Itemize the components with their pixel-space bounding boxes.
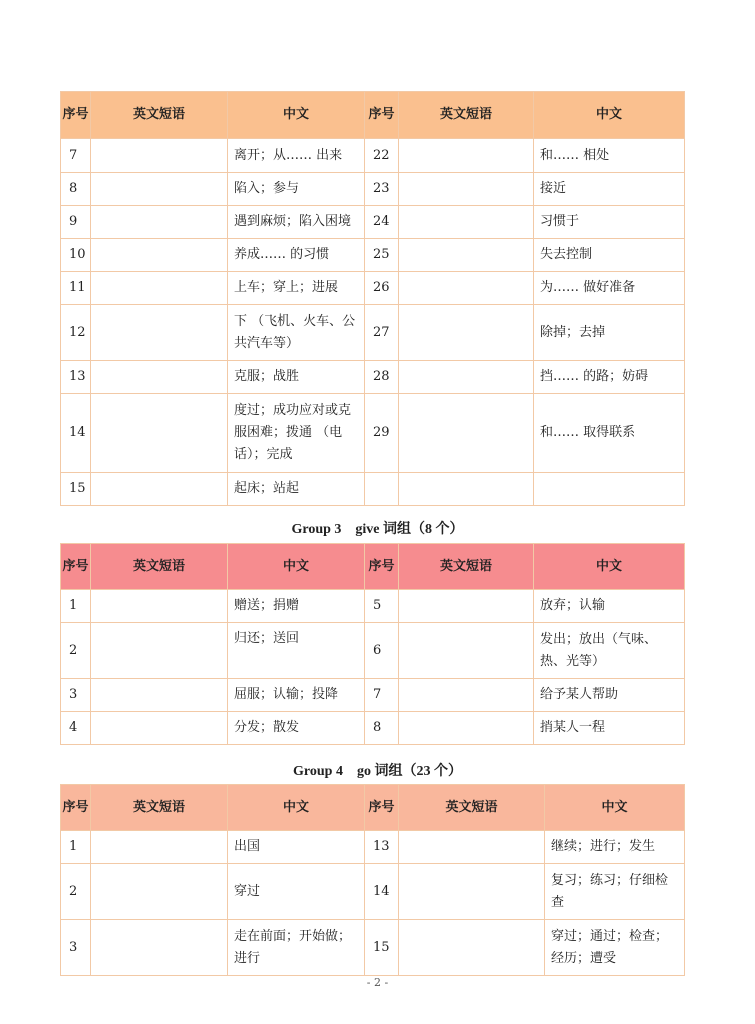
phrase-table-group4 bbox=[60, 784, 685, 976]
header-english: 英文短语 bbox=[399, 544, 534, 590]
header-num: 序号 bbox=[61, 92, 91, 139]
row-number: 23 bbox=[365, 173, 399, 206]
chinese-cell: 挡…… 的路；妨碍 bbox=[534, 361, 685, 394]
table-row bbox=[61, 590, 685, 623]
table-row bbox=[61, 920, 685, 976]
header-num: 序号 bbox=[61, 785, 91, 831]
chinese-cell: 屈服；认输；投降 bbox=[228, 679, 365, 712]
english-cell bbox=[399, 831, 545, 864]
english-cell bbox=[91, 206, 228, 239]
header-num: 序号 bbox=[365, 785, 399, 831]
chinese-cell: 走在前面；开始做；进行 bbox=[228, 920, 365, 976]
english-cell bbox=[91, 173, 228, 206]
row-number: 27 bbox=[365, 305, 399, 361]
chinese-cell: 穿过 bbox=[228, 864, 365, 920]
chinese-cell: 下 （飞机、火车、公共汽车等） bbox=[228, 305, 365, 361]
english-cell bbox=[399, 139, 534, 173]
english-cell bbox=[91, 712, 228, 745]
chinese-cell: 赠送；捐赠 bbox=[228, 590, 365, 623]
english-cell bbox=[91, 864, 228, 920]
row-number: 9 bbox=[61, 206, 91, 239]
chinese-cell: 养成…… 的习惯 bbox=[228, 239, 365, 272]
english-cell bbox=[91, 679, 228, 712]
row-number: 8 bbox=[61, 173, 91, 206]
english-cell bbox=[399, 679, 534, 712]
row-number: 15 bbox=[61, 473, 91, 506]
row-number: 5 bbox=[365, 590, 399, 623]
chinese-cell: 接近 bbox=[534, 173, 685, 206]
row-number: 12 bbox=[61, 305, 91, 361]
english-cell bbox=[399, 361, 534, 394]
header-chinese: 中文 bbox=[228, 544, 365, 590]
english-cell bbox=[91, 394, 228, 473]
chinese-cell: 为…… 做好准备 bbox=[534, 272, 685, 305]
row-number: 2 bbox=[61, 864, 91, 920]
chinese-cell: 习惯于 bbox=[534, 206, 685, 239]
row-number: 22 bbox=[365, 139, 399, 173]
row-number: 24 bbox=[365, 206, 399, 239]
chinese-cell: 复习；练习；仔细检查 bbox=[545, 864, 685, 920]
table-row bbox=[61, 305, 685, 361]
header-chinese: 中文 bbox=[534, 92, 685, 139]
chinese-cell: 分发；散发 bbox=[228, 712, 365, 745]
table-row bbox=[61, 864, 685, 920]
row-number: 7 bbox=[365, 679, 399, 712]
row-number: 3 bbox=[61, 920, 91, 976]
row-number bbox=[365, 473, 399, 506]
chinese-cell: 放弃；认输 bbox=[534, 590, 685, 623]
chinese-cell: 度过；成功应对或克服困难；拨通 （电话）；完成 bbox=[228, 394, 365, 473]
table-row bbox=[61, 272, 685, 305]
table-row bbox=[61, 831, 685, 864]
row-number: 26 bbox=[365, 272, 399, 305]
chinese-cell: 捎某人一程 bbox=[534, 712, 685, 745]
chinese-cell: 继续；进行；发生 bbox=[545, 831, 685, 864]
row-number: 3 bbox=[61, 679, 91, 712]
row-number: 6 bbox=[365, 623, 399, 679]
row-number: 13 bbox=[61, 361, 91, 394]
english-cell bbox=[399, 394, 534, 473]
header-english: 英文短语 bbox=[91, 544, 228, 590]
row-number: 11 bbox=[61, 272, 91, 305]
english-cell bbox=[399, 473, 534, 506]
row-number: 1 bbox=[61, 831, 91, 864]
chinese-cell: 失去控制 bbox=[534, 239, 685, 272]
table-row bbox=[61, 394, 685, 473]
english-cell bbox=[399, 712, 534, 745]
english-cell bbox=[91, 361, 228, 394]
english-cell bbox=[399, 173, 534, 206]
row-number: 14 bbox=[365, 864, 399, 920]
chinese-cell: 和…… 相处 bbox=[534, 139, 685, 173]
english-cell bbox=[91, 272, 228, 305]
english-cell bbox=[399, 864, 545, 920]
header-num: 序号 bbox=[61, 544, 91, 590]
header-chinese: 中文 bbox=[228, 92, 365, 139]
table-row bbox=[61, 679, 685, 712]
group3-title: Group 3 give 词组（8 个） bbox=[291, 522, 464, 537]
row-number: 1 bbox=[61, 590, 91, 623]
english-cell bbox=[399, 239, 534, 272]
chinese-cell: 离开；从…… 出来 bbox=[228, 139, 365, 173]
chinese-cell: 给予某人帮助 bbox=[534, 679, 685, 712]
table-row bbox=[61, 206, 685, 239]
phrase-table-group3 bbox=[60, 543, 685, 745]
row-number: 15 bbox=[365, 920, 399, 976]
chinese-cell: 遇到麻烦；陷入困境 bbox=[228, 206, 365, 239]
table-row bbox=[61, 623, 685, 679]
english-cell bbox=[91, 831, 228, 864]
header-english: 英文短语 bbox=[91, 785, 228, 831]
chinese-cell: 陷入；参与 bbox=[228, 173, 365, 206]
table-row bbox=[61, 473, 685, 506]
header-num: 序号 bbox=[365, 544, 399, 590]
english-cell bbox=[399, 272, 534, 305]
row-number: 4 bbox=[61, 712, 91, 745]
row-number: 13 bbox=[365, 831, 399, 864]
english-cell bbox=[399, 623, 534, 679]
chinese-cell: 出国 bbox=[228, 831, 365, 864]
english-cell bbox=[91, 920, 228, 976]
row-number: 2 bbox=[61, 623, 91, 679]
english-cell bbox=[91, 239, 228, 272]
english-cell bbox=[91, 305, 228, 361]
english-cell bbox=[91, 139, 228, 173]
chinese-cell bbox=[534, 473, 685, 506]
row-number: 25 bbox=[365, 239, 399, 272]
header-english: 英文短语 bbox=[399, 785, 545, 831]
chinese-cell: 发出；放出（气味、热、光等） bbox=[534, 623, 685, 679]
header-num: 序号 bbox=[365, 92, 399, 139]
chinese-cell: 克服；战胜 bbox=[228, 361, 365, 394]
english-cell bbox=[399, 920, 545, 976]
table-row bbox=[61, 239, 685, 272]
table-row bbox=[61, 712, 685, 745]
english-cell bbox=[399, 590, 534, 623]
english-cell bbox=[399, 206, 534, 239]
chinese-cell: 归还；送回 bbox=[228, 623, 365, 679]
row-number: 7 bbox=[61, 139, 91, 173]
chinese-cell: 上车；穿上；进展 bbox=[228, 272, 365, 305]
english-cell bbox=[91, 623, 228, 679]
header-chinese: 中文 bbox=[228, 785, 365, 831]
table-row bbox=[61, 139, 685, 173]
chinese-cell: 除掉；去掉 bbox=[534, 305, 685, 361]
header-chinese: 中文 bbox=[534, 544, 685, 590]
chinese-cell: 和…… 取得联系 bbox=[534, 394, 685, 473]
english-cell bbox=[399, 305, 534, 361]
header-english: 英文短语 bbox=[399, 92, 534, 139]
english-cell bbox=[91, 590, 228, 623]
header-chinese: 中文 bbox=[545, 785, 685, 831]
table-row bbox=[61, 173, 685, 206]
group4-title: Group 4 go 词组（23 个） bbox=[293, 764, 462, 779]
table-row bbox=[61, 361, 685, 394]
row-number: 14 bbox=[61, 394, 91, 473]
chinese-cell: 起床；站起 bbox=[228, 473, 365, 506]
row-number: 28 bbox=[365, 361, 399, 394]
english-cell bbox=[91, 473, 228, 506]
chinese-cell: 穿过；通过；检查；经历；遭受 bbox=[545, 920, 685, 976]
row-number: 8 bbox=[365, 712, 399, 745]
row-number: 10 bbox=[61, 239, 91, 272]
phrase-table-1 bbox=[60, 91, 685, 506]
page-number: - 2 - bbox=[366, 976, 389, 989]
header-english: 英文短语 bbox=[91, 92, 228, 139]
row-number: 29 bbox=[365, 394, 399, 473]
